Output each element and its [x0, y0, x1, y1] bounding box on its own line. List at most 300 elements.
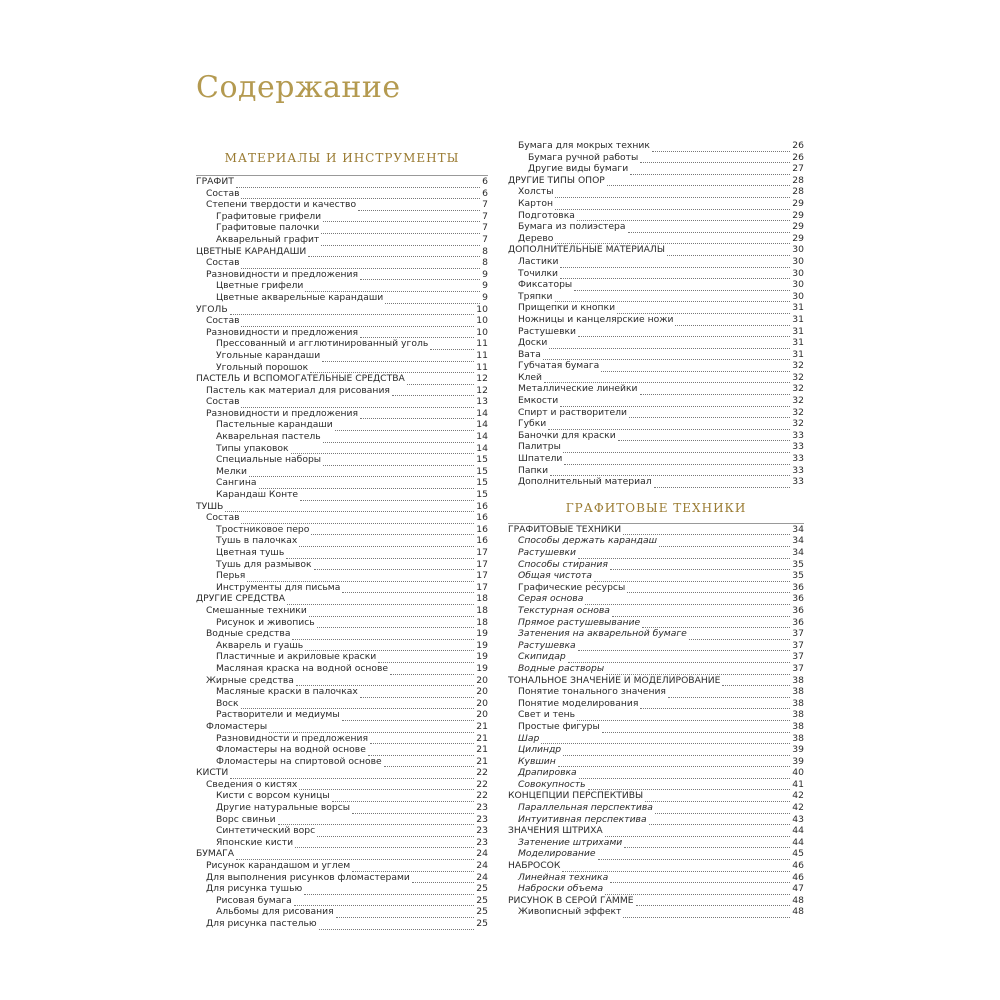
- toc-entry-page: 30: [792, 290, 804, 302]
- toc-leader-dots: [610, 874, 790, 883]
- toc-leader-dots: [407, 376, 475, 385]
- toc-leader-dots: [588, 781, 791, 790]
- toc-leader-dots: [295, 839, 474, 848]
- toc-leader-dots: [563, 747, 790, 756]
- toc-entry-page: 25: [476, 883, 488, 895]
- page-title: Содержание: [196, 70, 401, 105]
- toc-leader-dots: [236, 179, 480, 188]
- toc-leader-dots: [563, 444, 790, 453]
- toc-entry: [196, 790, 488, 802]
- toc-leader-dots: [577, 712, 790, 721]
- toc-entry-label: Разновидности и предложения: [206, 407, 359, 419]
- toc-entry-page: 22: [476, 790, 488, 802]
- toc-entry-page: 26: [792, 151, 804, 163]
- toc-entry-page: 17: [476, 547, 488, 558]
- toc-entry: [508, 779, 804, 791]
- toc-entry: [508, 651, 804, 663]
- toc-entry-label: Смешанные техники: [206, 604, 307, 616]
- toc-leader-dots: [321, 237, 480, 246]
- toc-leader-dots: [544, 374, 790, 383]
- toc-entry: [508, 453, 804, 465]
- toc-entry: [508, 244, 804, 256]
- toc-entry-page: 21: [476, 755, 488, 767]
- toc-entry-page: 44: [792, 825, 804, 837]
- toc-entry-page: 38: [792, 674, 804, 686]
- toc-entry: [196, 385, 488, 397]
- toc-leader-dots: [667, 247, 790, 256]
- toc-leader-dots: [578, 642, 791, 651]
- toc-entry: [196, 570, 488, 582]
- toc-entry-page: 20: [476, 709, 488, 721]
- toc-leader-dots: [654, 479, 791, 488]
- toc-entry-label: Текстурная основа: [518, 604, 610, 616]
- toc-entry-label: Понятие тонального значения: [518, 686, 666, 698]
- toc-entry-page: 32: [792, 371, 804, 383]
- toc-entry-page: 45: [792, 848, 804, 860]
- toc-entry-label: Бумага для мокрых техник: [518, 140, 650, 151]
- toc-entry-page: 31: [792, 313, 804, 325]
- toc-entry-label: ЗНАЧЕНИЯ ШТРИХА: [508, 825, 603, 837]
- toc-leader-dots: [649, 816, 791, 825]
- toc-leader-dots: [292, 631, 474, 640]
- toc-entry-label: Бумага ручной работы: [528, 151, 639, 163]
- toc-leader-dots: [323, 457, 474, 466]
- toc-entry-label: Дерево: [518, 232, 554, 244]
- toc-entry-label: Акварельная пастель: [216, 431, 321, 443]
- toc-entry-page: 31: [792, 302, 804, 314]
- toc-leader-dots: [352, 805, 474, 814]
- toc-entry: [196, 234, 488, 246]
- toc-entry-label: Дополнительный материал: [518, 476, 652, 488]
- toc-entry: [196, 280, 488, 292]
- toc-entry-label: Разновидности и предложения: [216, 732, 369, 744]
- toc-entry-page: 30: [792, 267, 804, 279]
- toc-leader-dots: [550, 467, 790, 476]
- toc-entry: [196, 640, 488, 652]
- toc-leader-dots: [321, 225, 480, 234]
- toc-entry: [196, 709, 488, 721]
- toc-entry-page: 39: [792, 744, 804, 756]
- toc-entry-page: 14: [476, 442, 488, 454]
- toc-entry: [508, 465, 804, 477]
- section-heading-graphite-techniques: ГРАФИТОВЫЕ ТЕХНИКИ: [508, 494, 804, 524]
- toc-entry: [508, 605, 804, 617]
- toc-entry-label: ГРАФИТОВЫЕ ТЕХНИКИ: [508, 523, 622, 535]
- toc-list-right-bottom: [508, 524, 804, 918]
- toc-entry-page: 17: [476, 581, 488, 593]
- toc-entry-page: 11: [476, 361, 488, 373]
- toc-entry-label: Акварельный графит: [216, 233, 320, 245]
- toc-entry-label: НАБРОСОК: [508, 860, 561, 872]
- toc-leader-dots: [562, 863, 790, 872]
- toc-entry-page: 42: [792, 802, 804, 814]
- toc-entry-page: 19: [476, 628, 488, 640]
- toc-leader-dots: [286, 550, 474, 559]
- toc-entry: [508, 418, 804, 430]
- toc-leader-dots: [617, 305, 790, 314]
- toc-leader-dots: [259, 480, 475, 489]
- toc-leader-dots: [543, 351, 790, 360]
- toc-leader-dots: [555, 293, 791, 302]
- toc-entry-label: Фломастеры на спиртовой основе: [216, 755, 382, 767]
- toc-entry: [196, 814, 488, 826]
- toc-entry-page: 13: [476, 396, 488, 408]
- toc-entry-page: 15: [476, 477, 488, 489]
- toc-entry-page: 8: [482, 245, 488, 257]
- toc-leader-dots: [360, 689, 474, 698]
- toc-entry-label: Для рисунка тушью: [206, 883, 303, 895]
- toc-entry-label: Способы держать карандаш: [518, 535, 658, 547]
- toc-entry-label: Разновидности и предложения: [206, 268, 359, 280]
- toc-entry: [196, 802, 488, 814]
- toc-entry-label: Рисунок и живопись: [216, 616, 315, 628]
- toc-entry-label: Цилиндр: [518, 744, 562, 756]
- toc-leader-dots: [236, 851, 474, 860]
- toc-entry-label: Сведения о кистях: [206, 778, 298, 790]
- toc-entry-page: 20: [476, 697, 488, 709]
- toc-entry-label: Свет и тень: [518, 709, 576, 721]
- toc-entry-page: 19: [476, 639, 488, 651]
- toc-leader-dots: [370, 735, 474, 744]
- toc-entry-page: 31: [792, 337, 804, 349]
- toc-leader-dots: [560, 270, 790, 279]
- toc-entry-page: 44: [792, 836, 804, 848]
- toc-leader-dots: [360, 329, 474, 338]
- toc-entry-label: Перья: [216, 570, 246, 582]
- toc-entry-label: ТУШЬ: [196, 500, 224, 512]
- toc-entry: [508, 198, 804, 210]
- toc-entry: [508, 383, 804, 395]
- toc-leader-dots: [317, 828, 474, 837]
- toc-entry: [196, 559, 488, 571]
- toc-leader-dots: [230, 770, 474, 779]
- toc-entry: [196, 292, 488, 304]
- toc-entry-label: Серая основа: [518, 593, 584, 605]
- toc-leader-dots: [317, 619, 475, 628]
- toc-entry-page: 33: [792, 476, 804, 488]
- toc-leader-dots: [628, 224, 791, 233]
- toc-entry: [196, 338, 488, 350]
- toc-entry-page: 31: [792, 325, 804, 337]
- toc-entry: [508, 721, 804, 733]
- toc-entry-page: 39: [792, 755, 804, 767]
- toc-entry: [508, 698, 804, 710]
- toc-leader-dots: [630, 166, 790, 175]
- toc-entry: [196, 489, 488, 501]
- toc-entry: [508, 814, 804, 826]
- toc-entry: [508, 279, 804, 291]
- toc-leader-dots: [629, 409, 790, 418]
- toc-leader-dots: [412, 874, 474, 883]
- toc-entry: [196, 327, 488, 339]
- toc-entry-label: Шар: [518, 732, 540, 744]
- toc-entry-label: Состав: [206, 187, 240, 199]
- toc-leader-dots: [578, 328, 790, 337]
- toc-entry: [196, 733, 488, 745]
- toc-entry-label: КИСТИ: [196, 767, 229, 779]
- toc-entry-page: 38: [792, 732, 804, 744]
- toc-entry: [196, 257, 488, 269]
- toc-leader-dots: [675, 317, 790, 326]
- toc-entry-label: Точилки: [518, 267, 559, 279]
- toc-leader-dots: [541, 735, 790, 744]
- toc-entry-page: 23: [476, 836, 488, 848]
- toc-entry-page: 16: [476, 500, 488, 512]
- toc-entry-label: Угольные карандаши: [216, 349, 321, 361]
- toc-leader-dots: [598, 851, 791, 860]
- toc-entry-page: 12: [476, 373, 488, 385]
- toc-entry: [508, 570, 804, 582]
- toc-entry: [196, 918, 488, 930]
- toc-entry-label: Рисовая бумага: [216, 894, 292, 906]
- toc-entry-label: Рисунок карандашом и углем: [206, 860, 351, 872]
- toc-entry: [196, 628, 488, 640]
- toc-entry-page: 46: [792, 860, 804, 872]
- toc-leader-dots: [323, 213, 480, 222]
- toc-entry: [196, 176, 488, 188]
- toc-entry: [196, 396, 488, 408]
- toc-leader-dots: [624, 839, 790, 848]
- toc-entry: [196, 199, 488, 211]
- toc-entry-label: Клей: [518, 371, 543, 383]
- toc-entry: [196, 512, 488, 524]
- toc-entry-label: ГРАФИТ: [196, 176, 234, 187]
- toc-entry: [508, 140, 804, 152]
- toc-entry: [508, 360, 804, 372]
- toc-entry-label: Металлические линейки: [518, 383, 638, 395]
- toc-entry: [508, 686, 804, 698]
- toc-entry-label: Бумага из полиэстера: [518, 221, 626, 233]
- toc-entry: [196, 675, 488, 687]
- toc-entry-label: Специальные наборы: [216, 454, 322, 466]
- toc-entry-label: Емкости: [518, 395, 559, 407]
- toc-entry-page: 30: [792, 279, 804, 291]
- toc-entry: [508, 559, 804, 571]
- toc-entry: [508, 221, 804, 233]
- toc-entry-page: 33: [792, 453, 804, 465]
- toc-leader-dots: [564, 456, 790, 465]
- toc-entry-label: Инструменты для письма: [216, 581, 341, 593]
- toc-entry-page: 23: [476, 802, 488, 814]
- toc-entry-label: Драпировка: [518, 767, 577, 779]
- toc-entry-page: 24: [476, 848, 488, 860]
- toc-entry-label: Японские кисти: [216, 836, 294, 848]
- toc-entry-page: 22: [476, 767, 488, 779]
- toc-entry: [508, 524, 804, 536]
- toc-entry: [196, 466, 488, 478]
- toc-entry: [508, 709, 804, 721]
- toc-entry-page: 29: [792, 221, 804, 233]
- toc-entry-page: 28: [792, 186, 804, 198]
- toc-entry-label: Фломастеры: [206, 720, 268, 732]
- toc-leader-dots: [577, 212, 790, 221]
- toc-entry-label: Для рисунка пастелью: [206, 918, 317, 929]
- toc-entry: [196, 454, 488, 466]
- toc-entry: [196, 524, 488, 536]
- toc-entry-label: РИСУНОК В СЕРОЙ ГАММЕ: [508, 894, 634, 906]
- toc-entry: [196, 756, 488, 768]
- toc-entry-label: Графитовые грифели: [216, 210, 322, 222]
- toc-entry-page: 11: [476, 349, 488, 361]
- toc-entry-label: Наброски объема: [518, 883, 604, 895]
- toc-leader-dots: [610, 561, 790, 570]
- toc-entry: [508, 895, 804, 907]
- toc-entry: [508, 883, 804, 895]
- toc-leader-dots: [352, 863, 474, 872]
- toc-entry: [508, 756, 804, 768]
- toc-entry-page: 27: [792, 163, 804, 175]
- toc-leader-dots: [689, 631, 790, 640]
- toc-leader-dots: [560, 259, 790, 268]
- toc-leader-dots: [642, 619, 790, 628]
- toc-left-column: [196, 140, 488, 930]
- toc-entry-label: Водные растворы: [518, 662, 605, 674]
- toc-entry-label: Ворс свиньи: [216, 813, 276, 825]
- toc-entry: [196, 246, 488, 258]
- toc-entry-page: 29: [792, 209, 804, 221]
- toc-entry-label: Тряпки: [518, 290, 553, 302]
- toc-entry: [196, 582, 488, 594]
- toc-leader-dots: [241, 399, 474, 408]
- toc-leader-dots: [378, 654, 474, 663]
- toc-entry: [196, 663, 488, 675]
- toc-entry-page: 47: [792, 883, 804, 895]
- toc-entry: [508, 848, 804, 860]
- toc-entry: [196, 837, 488, 849]
- toc-entry-page: 35: [792, 558, 804, 570]
- toc-entry-page: 42: [792, 790, 804, 802]
- toc-entry-label: ТОНАЛЬНОЕ ЗНАЧЕНИЕ И МОДЕЛИРОВАНИЕ: [508, 674, 721, 686]
- toc-entry-page: 7: [482, 233, 488, 245]
- toc-entry-page: 16: [476, 512, 488, 524]
- toc-list-left: [196, 176, 488, 930]
- toc-entry-label: Пластичные и акриловые краски: [216, 651, 377, 663]
- toc-entry-page: 18: [476, 604, 488, 616]
- toc-entry-page: 36: [792, 616, 804, 628]
- toc-entry-page: 10: [476, 326, 488, 338]
- toc-entry-label: Параллельная перспектива: [518, 802, 653, 814]
- toc-entry: [196, 872, 488, 884]
- toc-entry: [508, 628, 804, 640]
- toc-entry: [508, 441, 804, 453]
- toc-entry-label: Состав: [206, 512, 240, 524]
- toc-leader-dots: [549, 340, 790, 349]
- toc-entry: [508, 302, 804, 314]
- toc-entry: [508, 640, 804, 652]
- toc-entry: [508, 860, 804, 872]
- toc-entry: [508, 825, 804, 837]
- toc-entry-page: 14: [476, 419, 488, 431]
- toc-entry-page: 35: [792, 570, 804, 582]
- toc-entry: [508, 547, 804, 559]
- toc-entry: [196, 304, 488, 316]
- toc-leader-dots: [560, 398, 790, 407]
- toc-entry: [196, 825, 488, 837]
- toc-entry-label: Угольный порошок: [216, 361, 309, 373]
- toc-entry-label: Совокупность: [518, 778, 586, 790]
- toc-entry-page: 32: [792, 406, 804, 418]
- toc-entry-label: Общая чистота: [518, 570, 593, 582]
- toc-entry-label: Фиксаторы: [518, 279, 573, 291]
- toc-entry-page: 33: [792, 464, 804, 476]
- toc-leader-dots: [308, 248, 480, 257]
- toc-entry: [508, 790, 804, 802]
- toc-entry: [508, 395, 804, 407]
- toc-entry-label: Кувшин: [518, 755, 556, 767]
- toc-entry: [508, 268, 804, 280]
- toc-entry: [508, 675, 804, 687]
- toc-entry: [508, 430, 804, 442]
- toc-leader-dots: [299, 538, 474, 547]
- toc-entry: [196, 593, 488, 605]
- toc-leader-dots: [247, 573, 474, 582]
- toc-entry: [196, 269, 488, 281]
- toc-entry: [196, 477, 488, 489]
- toc-entry-page: 32: [792, 383, 804, 395]
- toc-entry-page: 19: [476, 662, 488, 674]
- toc-entry-label: Состав: [206, 257, 240, 269]
- toc-leader-dots: [623, 526, 790, 535]
- toc-entry-label: Состав: [206, 396, 240, 408]
- toc-leader-dots: [241, 700, 475, 709]
- toc-entry-label: Синтетический ворс: [216, 825, 316, 837]
- toc-leader-dots: [310, 364, 474, 373]
- section-heading-materials: МАТЕРИАЛЫ И ИНСТРУМЕНТЫ: [196, 140, 488, 176]
- toc-entry-label: Доски: [518, 337, 548, 349]
- toc-entry-label: Вата: [518, 348, 541, 360]
- toc-entry-page: 38: [792, 686, 804, 698]
- toc-entry-label: Жирные средства: [206, 674, 294, 686]
- toc-entry-page: 12: [476, 384, 488, 396]
- toc-entry-label: Понятие моделирования: [518, 697, 639, 709]
- toc-entry-page: 25: [476, 906, 488, 918]
- toc-leader-dots: [385, 295, 480, 304]
- toc-entry-label: Мелки: [216, 465, 247, 477]
- toc-entry: [196, 373, 488, 385]
- toc-leader-dots: [335, 422, 475, 431]
- toc-entry-label: Тушь в палочках: [216, 535, 298, 547]
- toc-entry: [196, 605, 488, 617]
- toc-entry-label: Прищепки и кнопки: [518, 302, 616, 314]
- toc-entry: [508, 233, 804, 245]
- toc-entry: [196, 651, 488, 663]
- toc-entry-label: Тростниковое перо: [216, 523, 310, 535]
- toc-entry-label: ДРУГИЕ ТИПЫ ОПОР: [508, 174, 605, 186]
- toc-entry-page: 32: [792, 395, 804, 407]
- toc-entry-label: Графические ресурсы: [518, 581, 626, 593]
- toc-leader-dots: [300, 492, 474, 501]
- toc-leader-dots: [430, 341, 474, 350]
- toc-leader-dots: [322, 353, 474, 362]
- toc-entry: [196, 848, 488, 860]
- toc-entry-label: Цветная тушь: [216, 547, 285, 558]
- toc-entry-label: КОНЦЕПЦИИ ПЕРСПЕКТИВЫ: [508, 790, 644, 802]
- toc-leader-dots: [230, 306, 475, 315]
- toc-entry-page: 31: [792, 348, 804, 360]
- toc-leader-dots: [241, 515, 474, 524]
- toc-leader-dots: [555, 201, 790, 210]
- toc-entry-page: 24: [476, 871, 488, 883]
- toc-entry-label: Губки: [518, 418, 547, 430]
- toc-leader-dots: [568, 654, 791, 663]
- toc-entry: [196, 408, 488, 420]
- toc-entry: [508, 582, 804, 594]
- toc-entry: [508, 152, 804, 164]
- toc-entry: [508, 593, 804, 605]
- toc-entry: [196, 698, 488, 710]
- toc-entry: [508, 744, 804, 756]
- toc-entry-label: ДОПОЛНИТЕЛЬНЫЕ МАТЕРИАЛЫ: [508, 244, 665, 256]
